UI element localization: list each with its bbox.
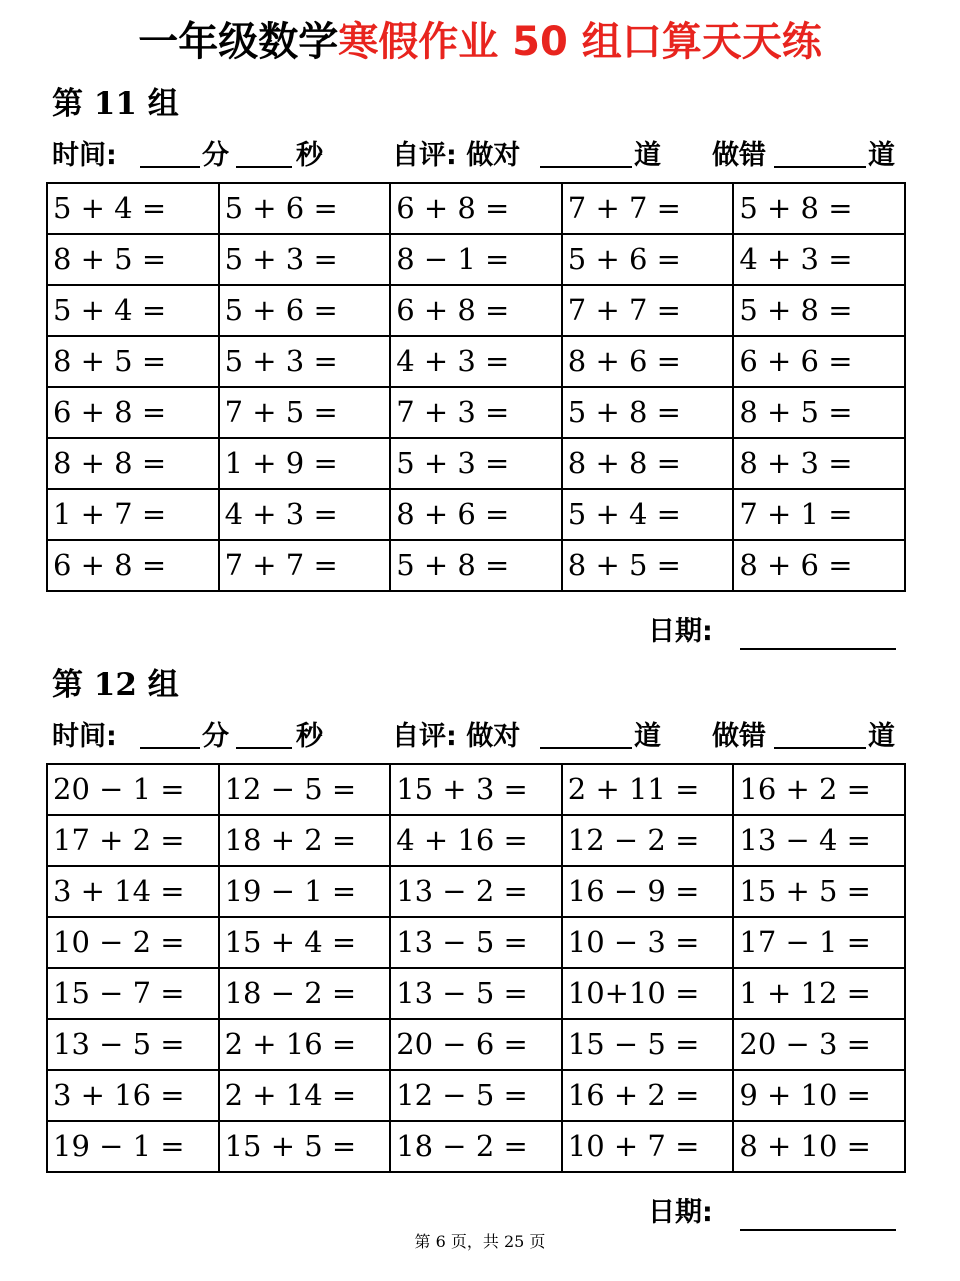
problem-cell: 1 + 7 = [47,489,219,540]
problem-cell: 16 + 2 = [562,1070,734,1121]
time-label: 时间: [52,140,117,171]
date-underline[interactable] [740,648,896,650]
date-label: 日期: [648,616,713,647]
problem-cell: 5 + 3 = [219,234,391,285]
date-field [648,1193,908,1233]
problem-cell: 16 − 9 = [562,866,734,917]
problem-cell: 2 + 14 = [219,1070,391,1121]
problem-cell: 5 + 8 = [733,183,905,234]
table-row [47,1121,905,1172]
problem-cell: 20 − 1 = [47,764,219,815]
problem-cell: 1 + 9 = [219,438,391,489]
problem-cell: 5 + 4 = [562,489,734,540]
table-row [47,1019,905,1070]
table-row [47,234,905,285]
problem-cell: 7 + 5 = [219,387,391,438]
correct-count-underline [540,717,632,749]
page-footer: 第 6 页，共 25 页 [414,1232,546,1251]
problem-cell: 10 − 2 = [47,917,219,968]
wrong-label: 做错 [712,721,766,752]
problem-cell: 12 − 5 = [219,764,391,815]
correct-unit: 道 [634,140,661,171]
problem-cell: 5 + 3 = [390,438,562,489]
problem-cell: 8 + 6 = [562,336,734,387]
problem-cell: 7 + 3 = [390,387,562,438]
problem-cell: 8 + 5 = [562,540,734,591]
problem-cell: 17 + 2 = [47,815,219,866]
table-row [47,438,905,489]
problem-cell: 5 + 8 = [733,285,905,336]
time-label: 时间: [52,721,117,752]
problem-cell: 13 − 2 = [390,866,562,917]
minute-label: 分 [202,721,229,752]
title-red-part: 寒假作业 50 组口算天天练 [338,19,822,65]
group-info-row [52,717,912,757]
self-eval-label: 自评: 做对 [392,721,521,752]
wrong-unit: 道 [868,140,895,171]
minute-label: 分 [202,140,229,171]
seconds-underline [236,717,292,749]
problem-cell: 3 + 14 = [47,866,219,917]
problem-cell: 13 − 5 = [390,917,562,968]
problem-cell: 5 + 4 = [47,183,219,234]
problem-cell: 7 + 7 = [562,183,734,234]
problem-cell: 12 − 5 = [390,1070,562,1121]
problem-cell: 8 − 1 = [390,234,562,285]
problem-cell: 8 + 5 = [733,387,905,438]
title-black-part: 一年级数学 [138,19,339,65]
problem-cell: 2 + 16 = [219,1019,391,1070]
problem-cell: 13 − 5 = [47,1019,219,1070]
table-row [47,489,905,540]
problem-cell: 15 + 4 = [219,917,391,968]
problem-cell: 5 + 3 = [219,336,391,387]
problem-cell: 5 + 8 = [562,387,734,438]
wrong-unit: 道 [868,721,895,752]
table-row [47,183,905,234]
table-row [47,968,905,1019]
problem-cell: 19 − 1 = [47,1121,219,1172]
problem-cell: 5 + 6 = [562,234,734,285]
group-info-row [52,136,912,176]
seconds-underline [236,136,292,168]
table-row [47,285,905,336]
problem-cell: 18 − 2 = [219,968,391,1019]
problem-cell: 7 + 7 = [219,540,391,591]
table-row [47,917,905,968]
problem-grid [46,182,906,592]
problem-cell: 1 + 12 = [733,968,905,1019]
problem-cell: 4 + 3 = [390,336,562,387]
problem-cell: 15 + 5 = [219,1121,391,1172]
problem-cell: 19 − 1 = [219,866,391,917]
problem-cell: 6 + 8 = [47,540,219,591]
problem-cell: 17 − 1 = [733,917,905,968]
problem-cell: 12 − 2 = [562,815,734,866]
date-label: 日期: [648,1197,713,1228]
problem-cell: 16 + 2 = [733,764,905,815]
problem-cell: 5 + 8 = [390,540,562,591]
problem-cell: 6 + 8 = [390,285,562,336]
problem-cell: 8 + 8 = [47,438,219,489]
problem-cell: 4 + 16 = [390,815,562,866]
correct-count-underline [540,136,632,168]
problem-cell: 8 + 5 = [47,336,219,387]
problem-cell: 8 + 8 = [562,438,734,489]
page-title [0,14,960,70]
problem-cell: 6 + 8 = [47,387,219,438]
problem-cell: 7 + 7 = [562,285,734,336]
problem-cell: 18 + 2 = [219,815,391,866]
wrong-label: 做错 [712,140,766,171]
second-label: 秒 [296,140,323,171]
table-row [47,815,905,866]
problem-cell: 9 + 10 = [733,1070,905,1121]
problem-cell: 18 − 2 = [390,1121,562,1172]
problem-cell: 5 + 4 = [47,285,219,336]
correct-unit: 道 [634,721,661,752]
problem-cell: 5 + 6 = [219,285,391,336]
date-field [648,612,908,652]
problem-cell: 8 + 6 = [733,540,905,591]
group-heading: 第 12 组 [52,667,179,703]
problem-cell: 20 − 3 = [733,1019,905,1070]
problem-cell: 7 + 1 = [733,489,905,540]
problem-cell: 4 + 3 = [733,234,905,285]
minutes-underline [140,136,200,168]
wrong-count-underline [774,717,866,749]
problem-cell: 13 − 5 = [390,968,562,1019]
problem-cell: 8 + 10 = [733,1121,905,1172]
table-row [47,866,905,917]
problem-cell: 3 + 16 = [47,1070,219,1121]
problem-cell: 15 + 5 = [733,866,905,917]
problem-cell: 6 + 8 = [390,183,562,234]
problem-cell: 15 − 5 = [562,1019,734,1070]
problem-cell: 13 − 4 = [733,815,905,866]
problem-grid [46,763,906,1173]
group-heading: 第 11 组 [52,86,179,122]
problem-cell: 10+10 = [562,968,734,1019]
table-row [47,540,905,591]
problem-cell: 4 + 3 = [219,489,391,540]
problem-cell: 6 + 6 = [733,336,905,387]
minutes-underline [140,717,200,749]
problem-cell: 15 − 7 = [47,968,219,1019]
problem-cell: 10 + 7 = [562,1121,734,1172]
table-row [47,1070,905,1121]
second-label: 秒 [296,721,323,752]
problem-cell: 15 + 3 = [390,764,562,815]
problem-cell: 8 + 3 = [733,438,905,489]
self-eval-label: 自评: 做对 [392,140,521,171]
problem-cell: 2 + 11 = [562,764,734,815]
problem-cell: 10 − 3 = [562,917,734,968]
table-row [47,336,905,387]
problem-cell: 20 − 6 = [390,1019,562,1070]
problem-cell: 8 + 6 = [390,489,562,540]
table-row [47,764,905,815]
problem-cell: 8 + 5 = [47,234,219,285]
problem-cell: 5 + 6 = [219,183,391,234]
table-row [47,387,905,438]
wrong-count-underline [774,136,866,168]
